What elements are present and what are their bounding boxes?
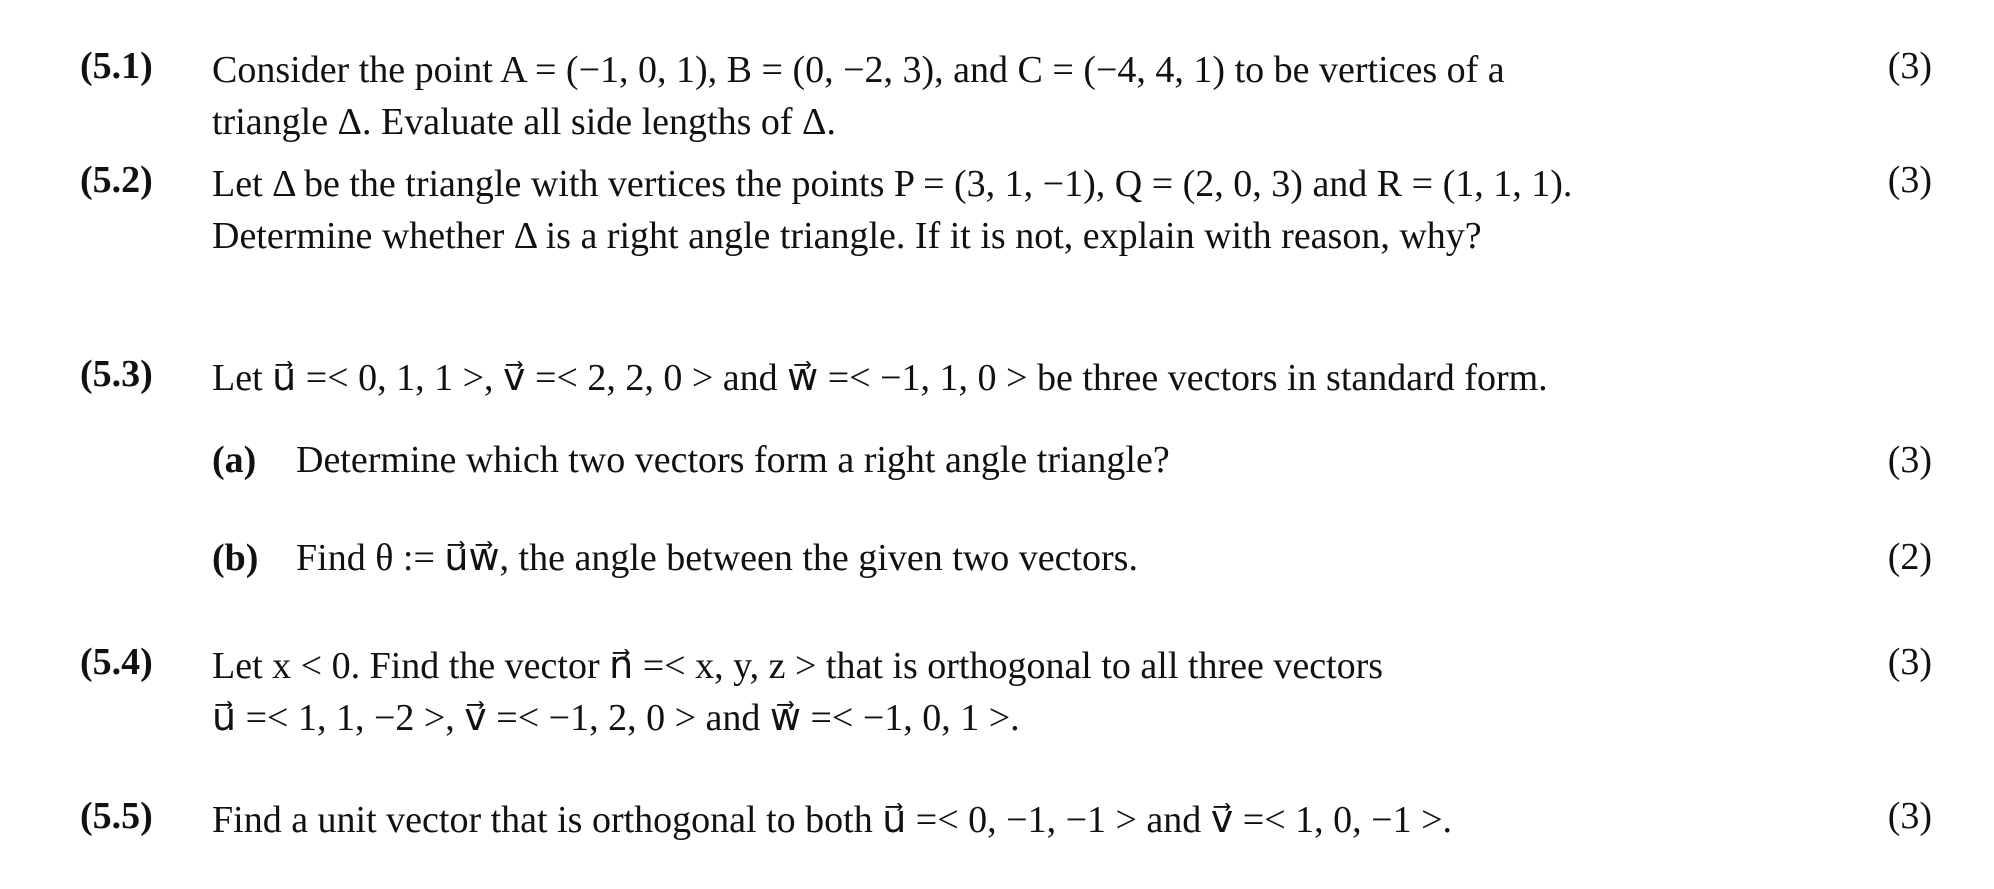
- marks-label: (3): [1887, 159, 1932, 201]
- subpart-text: Find θ := u⃗w⃗, the angle between the given two vectors.: [296, 537, 1138, 579]
- marks-label: (3): [1887, 795, 1932, 837]
- problem-line-1: Find a unit vector that is orthogonal to both u⃗ =< 0, −1, −1 > and v⃗ =< 1, 0, −1 >.: [212, 799, 1453, 841]
- problem-number: (5.5): [80, 795, 153, 837]
- problem-line-1: Consider the point A = (−1, 0, 1), B = (0, −2, 3), and C = (−4, 4, 1) to be vertices of a: [212, 49, 1505, 91]
- problem-text: [212, 640, 1832, 744]
- subpart-label: (a): [212, 439, 257, 481]
- problem-number: (5.4): [80, 641, 153, 683]
- subpart: [212, 535, 1912, 580]
- problem-number: (5.2): [80, 159, 153, 201]
- subpart-text: Determine which two vectors form a right angle triangle?: [296, 439, 1170, 481]
- problem-text: [212, 794, 1832, 846]
- marks-label: (3): [1887, 439, 1932, 481]
- problem-number: (5.3): [80, 353, 153, 395]
- problem-line-1: Let u⃗ =< 0, 1, 1 >, v⃗ =< 2, 2, 0 > and w⃗ =< −1, 1, 0 > be three vectors in standard form.: [212, 357, 1548, 399]
- problem-line-2: u⃗ =< 1, 1, −2 >, v⃗ =< −1, 2, 0 > and w⃗ =< −1, 0, 1 >.: [212, 697, 1020, 739]
- marks-label: (3): [1887, 45, 1932, 87]
- problem-line-2: triangle Δ. Evaluate all side lengths of Δ.: [212, 101, 836, 143]
- problem-text: [212, 44, 1832, 148]
- problem-line-1: Let Δ be the triangle with vertices the points P = (3, 1, −1), Q = (2, 0, 3) and R = (1, 1, 1).: [212, 163, 1573, 205]
- problem-text: [212, 352, 1832, 404]
- subpart: [212, 438, 1912, 482]
- problem-line-1: Let x < 0. Find the vector n⃗ =< x, y, z > that is orthogonal to all three vectors: [212, 645, 1384, 687]
- marks-label: (3): [1887, 641, 1932, 683]
- subpart-label: (b): [212, 537, 259, 579]
- marks-label: (2): [1887, 536, 1932, 578]
- problem-number: (5.1): [80, 45, 153, 87]
- problem-text: [212, 158, 1832, 262]
- problem-line-2: Determine whether Δ is a right angle triangle. If it is not, explain with reason, why?: [212, 215, 1482, 257]
